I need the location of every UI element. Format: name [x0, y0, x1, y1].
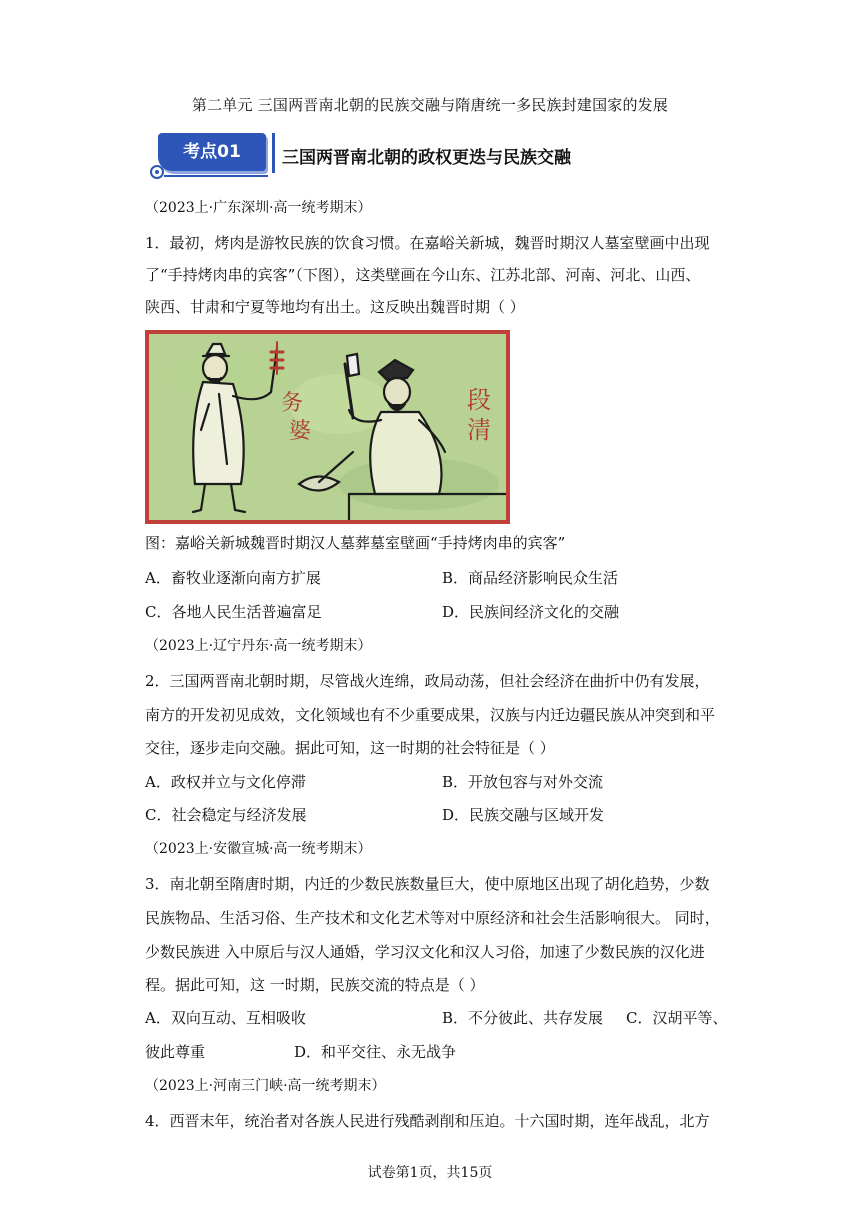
q2-source: （2023上·辽宁丹东·高一统考期末）	[145, 638, 372, 654]
q3-source: （2023上·安徽宣城·高一统考期末）	[145, 841, 372, 857]
mural-image	[145, 330, 510, 524]
badge-label: 考点01	[183, 142, 241, 162]
section-divider	[272, 133, 275, 173]
q3-option-c-continued: 彼此尊重	[145, 1043, 206, 1061]
q4-source: （2023上·河南三门峡·高一统考期末）	[145, 1078, 386, 1094]
unit-title: 第二单元 三国两晋南北朝的民族交融与隋唐统一多民族封建国家的发展	[191, 96, 669, 114]
q2-option-a: A．政权并立与文化停滞	[145, 773, 306, 791]
q1-source: （2023上·广东深圳·高一统考期末）	[145, 200, 372, 216]
q3-option-b: B．不分彼此、共存发展	[442, 1009, 604, 1027]
q2-option-d: D．民族交融与区域开发	[442, 806, 605, 824]
q3-line-3: 少数民族进 入中原后与汉人通婚，学习汉文化和汉人习俗，加速了少数民族的汉化进	[145, 943, 705, 961]
q3-line-1: 3．南北朝至隋唐时期，内迁的少数民族数量巨大，使中原地区出现了胡化趋势，少数	[145, 875, 710, 893]
q2-option-c: C．社会稳定与经济发展	[145, 806, 307, 824]
q1-option-d: D．民族间经济文化的交融	[442, 603, 620, 621]
q2-line-2: 南方的开发初见成效，文化领域也有不少重要成果，汉族与内迁边疆民族从冲突到和平	[145, 706, 716, 724]
q3-option-d: D．和平交往、永无战争	[294, 1043, 457, 1061]
q1-option-a: A．畜牧业逐渐向南方扩展	[145, 569, 321, 587]
q1-option-c: C．各地人民生活普遍富足	[145, 603, 322, 621]
section-header	[148, 131, 708, 183]
q3-option-c: C．汉胡平等、	[626, 1009, 728, 1027]
q3-line-4: 程。据此可知，这 一时期，民族交流的特点是（ ）	[145, 976, 485, 994]
section-title: 三国两晋南北朝的政权更迭与民族交融	[282, 148, 571, 168]
badge-dot-icon	[150, 165, 164, 179]
q3-line-2: 民族物品、生活习俗、生产技术和文化艺术等对中原经济和社会生活影响很大。 同时，	[145, 909, 720, 927]
mural-label-1: 务	[281, 391, 304, 416]
q1-option-b: B．商品经济影响民众生活	[442, 569, 619, 587]
page-footer: 试卷第1页，共15页	[367, 1165, 493, 1181]
q2-line-1: 2．三国两晋南北朝时期，尽管战火连绵，政局动荡，但社会经济在曲折中仍有发展，	[145, 672, 710, 690]
q2-line-3: 交往，逐步走向交融。据此可知，这一时期的社会特征是（ ）	[145, 739, 555, 757]
mural-label-3: 段	[467, 386, 491, 414]
mural-illustration	[149, 334, 506, 520]
section-badge	[148, 131, 268, 175]
badge-underline	[164, 175, 268, 177]
q1-line-1: 1．最初，烤肉是游牧民族的饮食习惯。在嘉峪关新城，魏晋时期汉人墓室壁画中出现	[145, 234, 710, 252]
mural-label-2: 婆	[289, 419, 312, 444]
q3-option-a: A．双向互动、互相吸收	[145, 1009, 306, 1027]
q1-line-3: 陕西、甘肃和宁夏等地均有出土。这反映出魏晋时期（ ）	[145, 298, 525, 316]
q2-option-b: B．开放包容与对外交流	[442, 773, 604, 791]
figure-caption: 图：嘉峪关新城魏晋时期汉人墓葬墓室壁画“手持烤肉串的宾客”	[145, 534, 566, 552]
q4-line-1: 4．西晋末年，统治者对各族人民进行残酷剥削和压迫。十六国时期，连年战乱，北方	[145, 1112, 710, 1130]
q1-line-2: 了“手持烤肉串的宾客”（下图），这类壁画在今山东、江苏北部、河南、河北、山西、	[145, 266, 701, 284]
mural-label-4: 清	[467, 416, 491, 444]
